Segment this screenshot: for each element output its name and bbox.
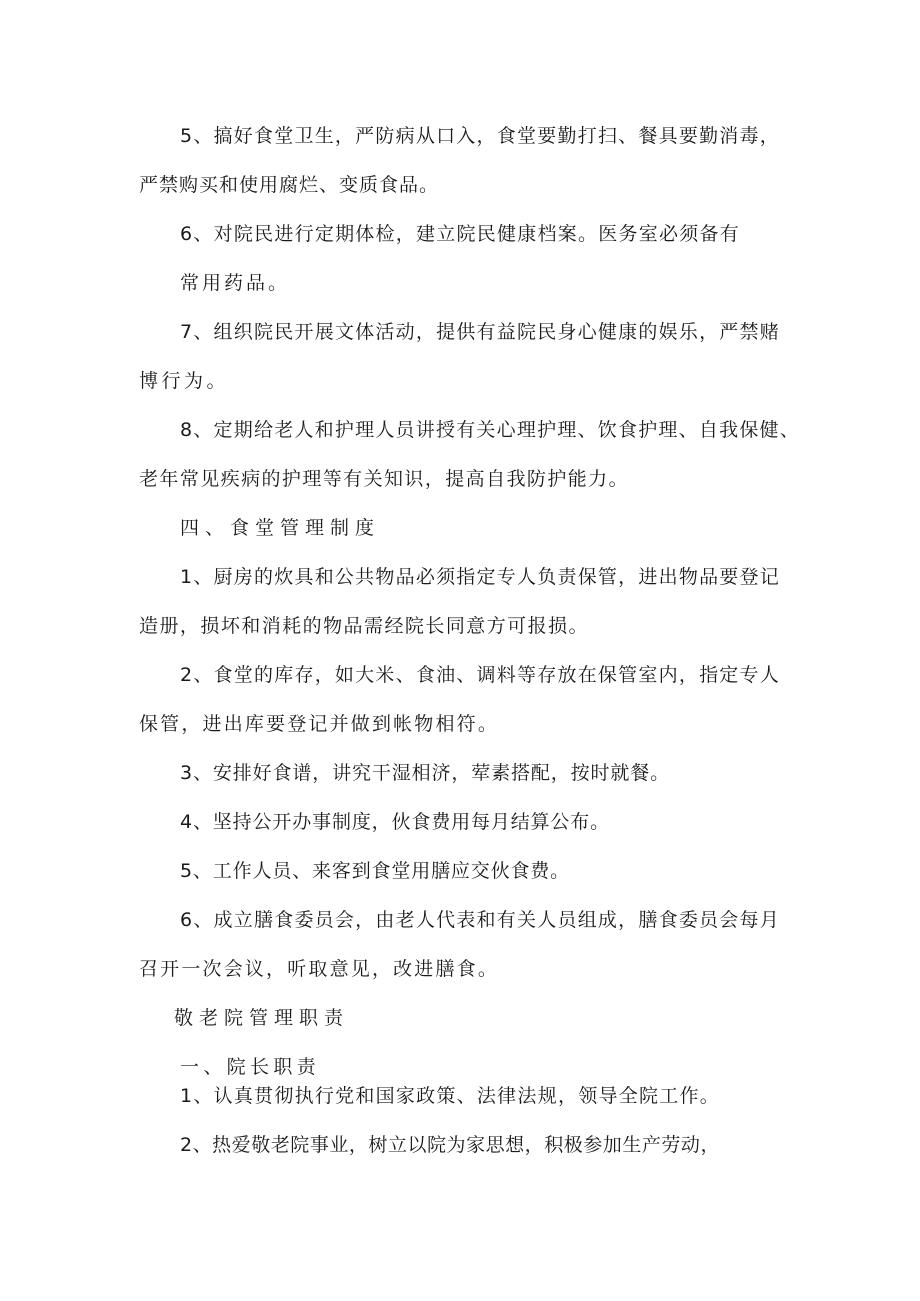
section-heading-canteen: 四、食堂管理制度 — [180, 517, 380, 539]
canteen-para-3: 3、安排好食谱，讲究干湿相济，荤素搭配，按时就餐。 — [180, 762, 670, 784]
canteen-para-1-line-1: 1、厨房的炊具和公共物品必须指定专人负责保管，进出物品要登记 — [180, 566, 780, 588]
canteen-para-1-line-2: 造册，损坏和消耗的物品需经院长同意方可报损。 — [139, 615, 589, 637]
canteen-para-2-line-2: 保管，进出库要登记并做到帐物相符。 — [139, 713, 499, 735]
director-para-2: 2、热爱敬老院事业，树立以院为家思想，积极参加生产劳动， — [180, 1134, 720, 1156]
para-8-training-line-2: 老年常见疾病的护理等有关知识，提高自我防护能力。 — [139, 468, 629, 490]
section-heading-duties: 敬老院管理职责 — [174, 1007, 350, 1029]
subheading-director-duties: 一、院长职责 — [180, 1056, 320, 1078]
director-para-1: 1、认真贯彻执行党和国家政策、法律法规，领导全院工作。 — [180, 1085, 720, 1107]
para-5-hygiene-line-1: 5、搞好食堂卫生，严防病从口入，食堂要勤打扫、餐具要勤消毒， — [180, 125, 780, 147]
canteen-para-6-line-1: 6、成立膳食委员会，由老人代表和有关人员组成，膳食委员会每月 — [180, 909, 780, 931]
canteen-para-4: 4、坚持公开办事制度，伙食费用每月结算公布。 — [180, 811, 610, 833]
para-6-checkup-line-1: 6、对院民进行定期体检，建立院民健康档案。医务室必须备有 — [180, 223, 740, 245]
para-7-activities-line-1: 7、组织院民开展文体活动，提供有益院民身心健康的娱乐，严禁赌 — [180, 321, 780, 343]
canteen-para-2-line-1: 2、食堂的库存，如大米、食油、调料等存放在保管室内，指定专人 — [180, 664, 780, 686]
canteen-para-6-line-2: 召开一次会议，听取意见，改进膳食。 — [139, 958, 499, 980]
para-6-checkup-line-2: 常用药品。 — [180, 272, 290, 294]
para-8-training-line-1: 8、定期给老人和护理人员讲授有关心理护理、饮食护理、自我保健、 — [180, 419, 800, 441]
para-7-activities-line-2: 博行为。 — [139, 370, 229, 392]
para-5-hygiene-line-2: 严禁购买和使用腐烂、变质食品。 — [139, 174, 439, 196]
canteen-para-5: 5、工作人员、来客到食堂用膳应交伙食费。 — [180, 860, 570, 882]
